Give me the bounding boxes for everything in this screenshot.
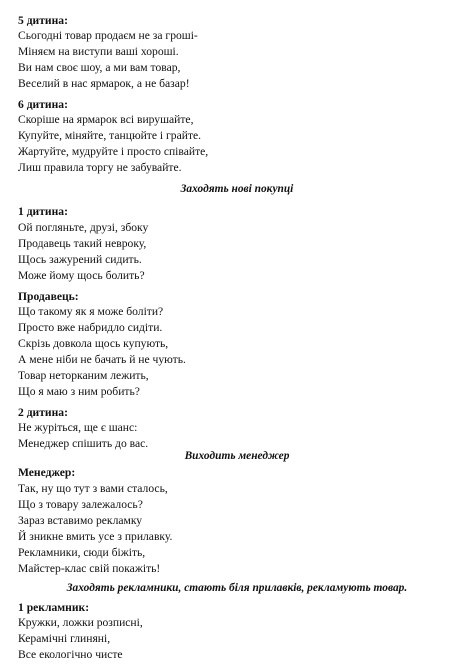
verse-line: Все екологічно чисте [18,648,123,661]
verse-line: Зараз вставимо рекламку [18,514,143,527]
stage-direction: Виходить менеджер [184,450,290,462]
verse-line: Міняєм на виступи ваші хороші. [18,45,179,58]
verse-line: Продавець такий невроку, [18,237,147,250]
verse-line: Скрізь довкола щось купують, [18,337,169,350]
verse-line: Менеджер спішить до вас. [18,437,149,450]
verse-line: Що такому як я може боліти? [18,305,164,318]
verse-line: Так, ну що тут з вами сталось, [18,482,168,495]
verse-line: Скоріше на ярмарок всі вирушайте, [18,113,194,126]
stage-direction: Заходять рекламники, стають біля прилавків, рекламують товар. [66,582,408,594]
verse-line: Й зникне вмить усе з прилавку. [18,530,173,543]
verse-line: Може йому щось болить? [18,269,145,282]
speaker-label: Продавець: [18,290,79,303]
verse-line: Майстер-клас свій покажіть! [18,562,161,575]
verse-line: Ой погляньте, друзі, збоку [18,221,149,234]
verse-line: А мене ніби не бачать й не чують. [18,353,186,366]
stage-direction: Заходять нові покупці [180,183,294,195]
verse-line: Щось зажурений сидить. [18,253,142,266]
verse-line: Купуйте, міняйте, танцюйте і грайте. [18,129,202,142]
speaker-label: 2 дитина: [18,406,68,419]
speaker-label: Менеджер: [18,466,76,479]
speaker-label: 1 рекламник: [18,601,90,614]
speaker-label: 6 дитина: [18,98,68,111]
verse-line: Рекламники, сюди біжіть, [18,546,146,559]
speaker-label: 5 дитина: [18,14,68,27]
verse-line: Кружки, ложки розписні, [18,616,143,629]
speaker-label: 1 дитина: [18,205,68,218]
verse-line: Ви нам своє шоу, а ми вам товар, [18,61,181,74]
verse-line: Товар неторканим лежить, [18,369,149,382]
verse-line: Не журіться, ще є шанс: [18,421,138,434]
verse-line: Лиш правила торгу не забувайте. [18,161,182,174]
verse-line: Що я маю з ним робить? [18,385,140,398]
verse-line: Сьогодні товар продаєм не за гроші- [18,29,198,42]
verse-line: Керамічні глиняні, [18,632,111,645]
verse-line: Жартуйте, мудруйте і просто співайте, [18,145,209,158]
verse-line: Просто вже набридло сидіти. [18,321,163,334]
verse-line: Веселий в нас ярмарок, а не базар! [18,77,190,90]
verse-line: Що з товару залежалось? [18,498,143,511]
